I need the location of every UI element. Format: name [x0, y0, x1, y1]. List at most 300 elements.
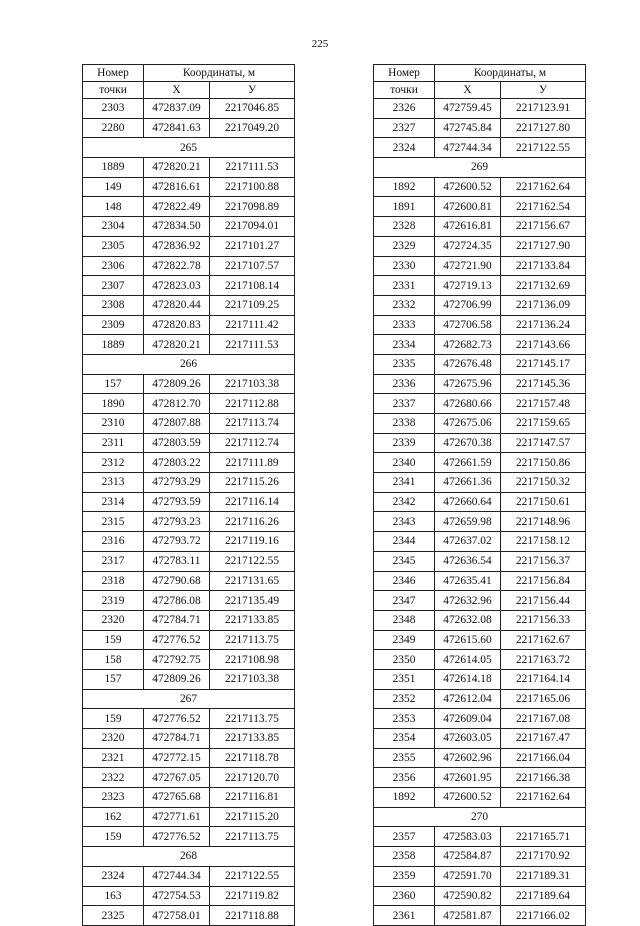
- point-number: 2319: [83, 591, 144, 611]
- table-row: [374, 236, 586, 256]
- table-row: [374, 532, 586, 552]
- coord-y: 2217131.65: [210, 571, 295, 591]
- coord-y: 2217156.37: [501, 551, 586, 571]
- table-row: [83, 315, 295, 335]
- coord-x: 472776.52: [144, 630, 210, 650]
- coord-x: 472822.78: [144, 256, 210, 276]
- group-row: [374, 807, 586, 827]
- coord-y: 2217166.04: [501, 748, 586, 768]
- coord-x: 472632.96: [435, 591, 501, 611]
- table-row: [374, 394, 586, 414]
- coord-y: 2217145.17: [501, 354, 586, 374]
- coord-x: 472820.83: [144, 315, 210, 335]
- coord-y: 2217150.86: [501, 453, 586, 473]
- coord-y: 2217162.64: [501, 788, 586, 808]
- coord-y: 2217115.26: [210, 473, 295, 493]
- table-row: [374, 374, 586, 394]
- point-number: 2315: [83, 512, 144, 532]
- coord-x: 472744.34: [144, 866, 210, 886]
- coord-y: 2217156.84: [501, 571, 586, 591]
- coord-y: 2217098.89: [210, 197, 295, 217]
- coord-y: 2217111.53: [210, 335, 295, 355]
- group-row: [83, 847, 295, 867]
- coord-y: 2217136.09: [501, 295, 586, 315]
- point-number: 1889: [83, 158, 144, 178]
- point-number: 2326: [374, 99, 435, 119]
- point-number: 1890: [83, 394, 144, 414]
- table-row: [83, 788, 295, 808]
- coord-x: 472793.59: [144, 492, 210, 512]
- coord-x: 472772.15: [144, 748, 210, 768]
- table-row: [374, 315, 586, 335]
- group-row: [83, 138, 295, 158]
- coord-y: 2217122.55: [210, 551, 295, 571]
- table-row: [83, 99, 295, 119]
- coord-x: 472765.68: [144, 788, 210, 808]
- coord-x: 472822.49: [144, 197, 210, 217]
- point-number: 1889: [83, 335, 144, 355]
- coord-x: 472834.50: [144, 217, 210, 237]
- coord-y: 2217101.27: [210, 236, 295, 256]
- table-row: [374, 748, 586, 768]
- coord-x: 472675.06: [435, 414, 501, 434]
- coord-x: 472584.87: [435, 847, 501, 867]
- coord-y: 2217119.16: [210, 532, 295, 552]
- header-number-top: Номер: [83, 65, 144, 82]
- coord-y: 2217162.67: [501, 630, 586, 650]
- coord-x: 472706.58: [435, 315, 501, 335]
- point-number: 2324: [83, 866, 144, 886]
- header-coordinates: Координаты, м: [144, 65, 295, 82]
- table-row: [374, 138, 586, 158]
- point-number: 2328: [374, 217, 435, 237]
- table-row: [83, 177, 295, 197]
- coord-x: 472583.03: [435, 827, 501, 847]
- point-number: 2334: [374, 335, 435, 355]
- coord-y: 2217127.80: [501, 118, 586, 138]
- coord-x: 472609.04: [435, 709, 501, 729]
- table-row: [374, 709, 586, 729]
- point-number: 2324: [374, 138, 435, 158]
- table-row: [374, 295, 586, 315]
- coord-x: 472706.99: [435, 295, 501, 315]
- point-number: 2342: [374, 492, 435, 512]
- coord-y: 2217166.38: [501, 768, 586, 788]
- table-header: [374, 65, 586, 99]
- coord-x: 472793.72: [144, 532, 210, 552]
- coord-y: 2217157.48: [501, 394, 586, 414]
- table-row: [83, 335, 295, 355]
- table-row: [374, 886, 586, 906]
- table-row: [83, 394, 295, 414]
- coord-x: 472812.70: [144, 394, 210, 414]
- point-number: 2323: [83, 788, 144, 808]
- coord-x: 472591.70: [435, 866, 501, 886]
- coord-x: 472820.44: [144, 295, 210, 315]
- table-row: [374, 177, 586, 197]
- coord-x: 472754.53: [144, 886, 210, 906]
- point-number: 2313: [83, 473, 144, 493]
- table-row: [83, 295, 295, 315]
- coord-y: 2217122.55: [210, 866, 295, 886]
- page-number: 225: [311, 38, 329, 50]
- coord-y: 2217108.98: [210, 650, 295, 670]
- point-number: 2354: [374, 729, 435, 749]
- coord-y: 2217133.85: [210, 729, 295, 749]
- table-row: [83, 886, 295, 906]
- table-row: [83, 473, 295, 493]
- coord-x: 472823.03: [144, 276, 210, 296]
- coord-y: 2217143.66: [501, 335, 586, 355]
- coord-y: 2217156.44: [501, 591, 586, 611]
- coord-y: 2217164.14: [501, 669, 586, 689]
- coord-y: 2217170.92: [501, 847, 586, 867]
- coord-y: 2217127.90: [501, 236, 586, 256]
- point-number: 2327: [374, 118, 435, 138]
- coord-x: 472793.29: [144, 473, 210, 493]
- point-number: 1892: [374, 788, 435, 808]
- point-number: 2308: [83, 295, 144, 315]
- point-number: 149: [83, 177, 144, 197]
- coord-x: 472809.26: [144, 374, 210, 394]
- table-row: [83, 768, 295, 788]
- table-row: [83, 591, 295, 611]
- table-row: [374, 276, 586, 296]
- table-row: [83, 866, 295, 886]
- coord-x: 472807.88: [144, 414, 210, 434]
- coord-x: 472600.81: [435, 197, 501, 217]
- point-number: 158: [83, 650, 144, 670]
- table-row: [374, 847, 586, 867]
- table-row: [83, 512, 295, 532]
- table-row: [83, 158, 295, 178]
- table-row: [83, 709, 295, 729]
- point-number: 2346: [374, 571, 435, 591]
- table-row: [374, 630, 586, 650]
- coord-x: 472771.61: [144, 807, 210, 827]
- coord-x: 472724.35: [435, 236, 501, 256]
- point-number: 2316: [83, 532, 144, 552]
- table-row: [374, 197, 586, 217]
- coord-x: 472632.08: [435, 610, 501, 630]
- coord-y: 2217162.54: [501, 197, 586, 217]
- header-coordinates: Координаты, м: [435, 65, 586, 82]
- coord-x: 472615.60: [435, 630, 501, 650]
- coord-y: 2217189.64: [501, 886, 586, 906]
- coord-y: 2217112.88: [210, 394, 295, 414]
- point-number: 2359: [374, 866, 435, 886]
- table-row: [83, 551, 295, 571]
- table-row: [83, 827, 295, 847]
- point-number: 159: [83, 827, 144, 847]
- point-number: 2353: [374, 709, 435, 729]
- coord-y: 2217133.85: [210, 610, 295, 630]
- coord-x: 472803.59: [144, 433, 210, 453]
- header-y: У: [210, 82, 295, 99]
- point-number: 2331: [374, 276, 435, 296]
- point-number: 2344: [374, 532, 435, 552]
- group-number: 270: [374, 807, 586, 827]
- coord-y: 2217162.64: [501, 177, 586, 197]
- point-number: 2320: [83, 610, 144, 630]
- group-number: 269: [374, 158, 586, 178]
- table-row: [374, 335, 586, 355]
- coord-y: 2217147.57: [501, 433, 586, 453]
- coord-x: 472682.73: [435, 335, 501, 355]
- point-number: 2360: [374, 886, 435, 906]
- coord-y: 2217107.57: [210, 256, 295, 276]
- table-row: [83, 453, 295, 473]
- coord-x: 472601.95: [435, 768, 501, 788]
- point-number: 2329: [374, 236, 435, 256]
- group-number: 267: [83, 689, 295, 709]
- coord-y: 2217166.02: [501, 906, 586, 926]
- point-number: 163: [83, 886, 144, 906]
- table-row: [374, 433, 586, 453]
- coord-x: 472792.75: [144, 650, 210, 670]
- point-number: 157: [83, 374, 144, 394]
- table-row: [83, 433, 295, 453]
- point-number: 2307: [83, 276, 144, 296]
- table-row: [374, 768, 586, 788]
- point-number: 2321: [83, 748, 144, 768]
- table-row: [374, 669, 586, 689]
- point-number: 2311: [83, 433, 144, 453]
- coord-y: 2217132.69: [501, 276, 586, 296]
- coord-y: 2217111.89: [210, 453, 295, 473]
- coord-y: 2217109.25: [210, 295, 295, 315]
- point-number: 2312: [83, 453, 144, 473]
- table-row: [83, 906, 295, 926]
- coord-x: 472816.61: [144, 177, 210, 197]
- table-row: [374, 217, 586, 237]
- header-row-2: [374, 82, 586, 99]
- table-row: [374, 610, 586, 630]
- table-row: [83, 374, 295, 394]
- coord-x: 472603.05: [435, 729, 501, 749]
- coord-x: 472616.81: [435, 217, 501, 237]
- coord-x: 472783.11: [144, 551, 210, 571]
- coord-x: 472680.66: [435, 394, 501, 414]
- point-number: 148: [83, 197, 144, 217]
- coord-y: 2217123.91: [501, 99, 586, 119]
- point-number: 2348: [374, 610, 435, 630]
- point-number: 2361: [374, 906, 435, 926]
- coord-x: 472809.26: [144, 669, 210, 689]
- table-row: [374, 118, 586, 138]
- coord-y: 2217167.08: [501, 709, 586, 729]
- coordinates-table-right: [373, 64, 586, 926]
- header-x: Х: [435, 82, 501, 99]
- coord-x: 472676.48: [435, 354, 501, 374]
- table-row: [83, 807, 295, 827]
- table-row: [374, 512, 586, 532]
- coord-x: 472841.63: [144, 118, 210, 138]
- coord-x: 472793.23: [144, 512, 210, 532]
- point-number: 2357: [374, 827, 435, 847]
- coord-x: 472614.05: [435, 650, 501, 670]
- coord-y: 2217046.85: [210, 99, 295, 119]
- coord-x: 472661.59: [435, 453, 501, 473]
- coord-y: 2217133.84: [501, 256, 586, 276]
- point-number: 2339: [374, 433, 435, 453]
- header-number-top: Номер: [374, 65, 435, 82]
- table-row: [83, 650, 295, 670]
- coord-y: 2217108.14: [210, 276, 295, 296]
- point-number: 2338: [374, 414, 435, 434]
- point-number: 2356: [374, 768, 435, 788]
- coord-y: 2217112.74: [210, 433, 295, 453]
- coordinates-table-left: [82, 64, 295, 926]
- point-number: 157: [83, 669, 144, 689]
- point-number: 2358: [374, 847, 435, 867]
- point-number: 2303: [83, 99, 144, 119]
- table-row: [374, 99, 586, 119]
- coord-x: 472670.38: [435, 433, 501, 453]
- table-row: [83, 748, 295, 768]
- point-number: 2306: [83, 256, 144, 276]
- table-row: [374, 492, 586, 512]
- coord-x: 472786.08: [144, 591, 210, 611]
- point-number: 2322: [83, 768, 144, 788]
- point-number: 2310: [83, 414, 144, 434]
- group-row: [83, 689, 295, 709]
- point-number: 2330: [374, 256, 435, 276]
- table-row: [374, 827, 586, 847]
- coord-y: 2217189.31: [501, 866, 586, 886]
- point-number: 2350: [374, 650, 435, 670]
- point-number: 2351: [374, 669, 435, 689]
- coord-y: 2217136.24: [501, 315, 586, 335]
- table-row: [374, 414, 586, 434]
- coord-y: 2217113.74: [210, 414, 295, 434]
- coord-y: 2217119.82: [210, 886, 295, 906]
- table-row: [374, 354, 586, 374]
- coord-x: 472721.90: [435, 256, 501, 276]
- coord-y: 2217156.33: [501, 610, 586, 630]
- point-number: 162: [83, 807, 144, 827]
- point-number: 159: [83, 630, 144, 650]
- header-row-1: [83, 65, 295, 82]
- point-number: 159: [83, 709, 144, 729]
- table-row: [374, 571, 586, 591]
- coord-y: 2217150.61: [501, 492, 586, 512]
- coord-x: 472719.13: [435, 276, 501, 296]
- point-number: 2343: [374, 512, 435, 532]
- header-y: У: [501, 82, 586, 99]
- coord-y: 2217113.75: [210, 709, 295, 729]
- coord-y: 2217103.38: [210, 374, 295, 394]
- coord-y: 2217165.71: [501, 827, 586, 847]
- coord-x: 472635.41: [435, 571, 501, 591]
- coord-y: 2217148.96: [501, 512, 586, 532]
- coord-y: 2217111.42: [210, 315, 295, 335]
- coord-x: 472590.82: [435, 886, 501, 906]
- table-row: [374, 689, 586, 709]
- coord-x: 472837.09: [144, 99, 210, 119]
- coord-x: 472600.52: [435, 177, 501, 197]
- point-number: 2325: [83, 906, 144, 926]
- coord-y: 2217100.88: [210, 177, 295, 197]
- coord-x: 472784.71: [144, 610, 210, 630]
- coord-x: 472836.92: [144, 236, 210, 256]
- table-row: [83, 532, 295, 552]
- table-row: [83, 729, 295, 749]
- coord-x: 472661.36: [435, 473, 501, 493]
- table-header: [83, 65, 295, 99]
- coord-x: 472744.34: [435, 138, 501, 158]
- coord-y: 2217135.49: [210, 591, 295, 611]
- group-number: 268: [83, 847, 295, 867]
- table-row: [374, 866, 586, 886]
- coord-x: 472660.64: [435, 492, 501, 512]
- coord-y: 2217118.88: [210, 906, 295, 926]
- point-number: 2347: [374, 591, 435, 611]
- coord-x: 472614.18: [435, 669, 501, 689]
- point-number: 2352: [374, 689, 435, 709]
- point-number: 2340: [374, 453, 435, 473]
- coord-y: 2217165.06: [501, 689, 586, 709]
- table-body-right: [374, 99, 586, 926]
- point-number: 2341: [374, 473, 435, 493]
- table-row: [83, 414, 295, 434]
- table-row: [83, 197, 295, 217]
- coord-y: 2217122.55: [501, 138, 586, 158]
- coord-x: 472776.52: [144, 709, 210, 729]
- table-row: [374, 650, 586, 670]
- table-row: [83, 256, 295, 276]
- table-row: [374, 729, 586, 749]
- point-number: 2314: [83, 492, 144, 512]
- coord-y: 2217167.47: [501, 729, 586, 749]
- point-number: 2304: [83, 217, 144, 237]
- header-row-1: [374, 65, 586, 82]
- group-row: [83, 354, 295, 374]
- coord-x: 472602.96: [435, 748, 501, 768]
- point-number: 2333: [374, 315, 435, 335]
- table-row: [374, 591, 586, 611]
- point-number: 2305: [83, 236, 144, 256]
- coord-x: 472759.45: [435, 99, 501, 119]
- point-number: 1892: [374, 177, 435, 197]
- coord-x: 472758.01: [144, 906, 210, 926]
- point-number: 2309: [83, 315, 144, 335]
- coord-y: 2217163.72: [501, 650, 586, 670]
- point-number: 2345: [374, 551, 435, 571]
- table-row: [374, 906, 586, 926]
- table-row: [83, 571, 295, 591]
- coord-x: 472637.02: [435, 532, 501, 552]
- coord-y: 2217116.81: [210, 788, 295, 808]
- table-row: [83, 217, 295, 237]
- table-row: [83, 276, 295, 296]
- table-row: [83, 630, 295, 650]
- coord-x: 472675.96: [435, 374, 501, 394]
- coord-y: 2217103.38: [210, 669, 295, 689]
- coord-x: 472581.87: [435, 906, 501, 926]
- point-number: 2318: [83, 571, 144, 591]
- group-number: 265: [83, 138, 295, 158]
- coord-x: 472790.68: [144, 571, 210, 591]
- table-row: [83, 492, 295, 512]
- coord-y: 2217159.65: [501, 414, 586, 434]
- coord-x: 472767.05: [144, 768, 210, 788]
- header-x: Х: [144, 82, 210, 99]
- point-number: 2355: [374, 748, 435, 768]
- table-row: [83, 610, 295, 630]
- header-number-bottom: точки: [83, 82, 144, 99]
- coord-x: 472803.22: [144, 453, 210, 473]
